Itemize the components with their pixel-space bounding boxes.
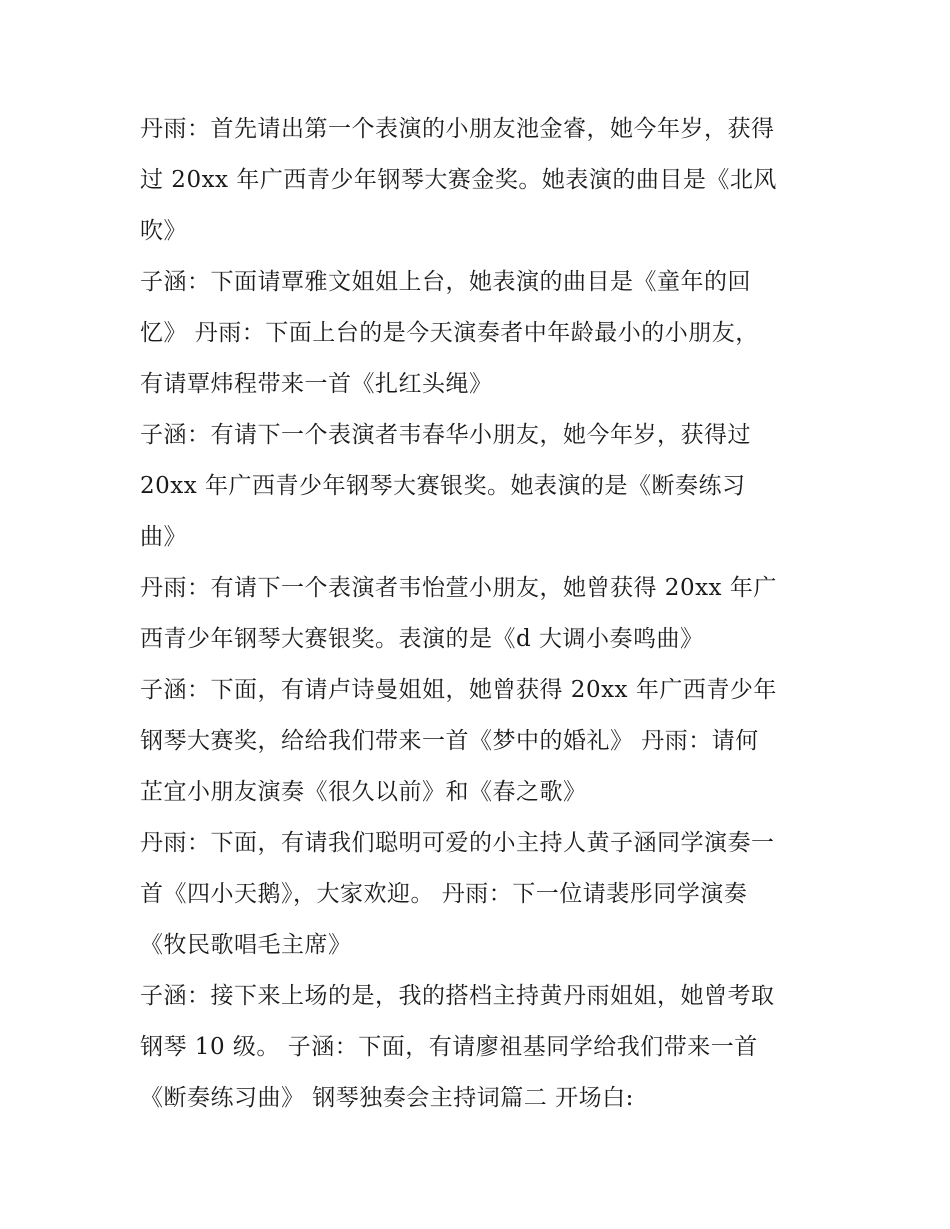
- text-line-10: 丹雨：有请下一个表演者韦怡萱小朋友，她曾获得 20xx 年广: [140, 575, 777, 601]
- text-line-1: 丹雨：首先请出第一个表演的小朋友池金睿，她今年岁，获得: [140, 116, 775, 142]
- text-line-12: 子涵：下面，有请卢诗曼姐姐，她曾获得 20xx 年广西青少年: [140, 677, 777, 703]
- text-line-9: 曲》: [140, 524, 187, 550]
- text-line-6: 有请覃炜程带来一首《扎红头绳》: [140, 371, 493, 397]
- text-line-15: 丹雨：下面，有请我们聪明可爱的小主持人黄子涵同学演奏一: [140, 830, 775, 856]
- text-line-16: 首《四小天鹅》，大家欢迎。 丹雨：下一位请裴彤同学演奏: [140, 881, 748, 907]
- text-line-20: 《断奏练习曲》 钢琴独奏会主持词篇二 开场白:: [140, 1085, 634, 1111]
- text-line-4: 子涵：下面请覃雅文姐姐上台，她表演的曲目是《童年的回: [140, 269, 751, 295]
- text-line-19: 钢琴 10 级。 子涵：下面，有请廖祖基同学给我们带来一首: [140, 1034, 758, 1060]
- text-line-2: 过 20xx 年广西青少年钢琴大赛金奖。她表演的曲目是《北风: [140, 167, 777, 193]
- text-line-7: 子涵：有请下一个表演者韦春华小朋友，她今年岁，获得过: [140, 422, 751, 448]
- text-line-3: 吹》: [140, 218, 187, 244]
- text-line-18: 子涵：接下来上场的是，我的搭档主持黄丹雨姐姐，她曾考取: [140, 983, 775, 1009]
- text-line-13: 钢琴大赛奖，给给我们带来一首《梦中的婚礼》 丹雨：请何: [140, 728, 759, 754]
- text-line-5: 忆》 丹雨：下面上台的是今天演奏者中年龄最小的小朋友，: [140, 320, 759, 346]
- text-line-8: 20xx 年广西青少年钢琴大赛银奖。她表演的是《断奏练习: [140, 473, 746, 499]
- text-line-11: 西青少年钢琴大赛银奖。表演的是《d 大调小奏鸣曲》: [140, 626, 704, 652]
- document-body: [140, 104, 820, 1124]
- text-line-14: 芷宜小朋友演奏《很久以前》和《春之歌》: [140, 779, 587, 805]
- text-line-17: 《牧民歌唱毛主席》: [140, 932, 352, 958]
